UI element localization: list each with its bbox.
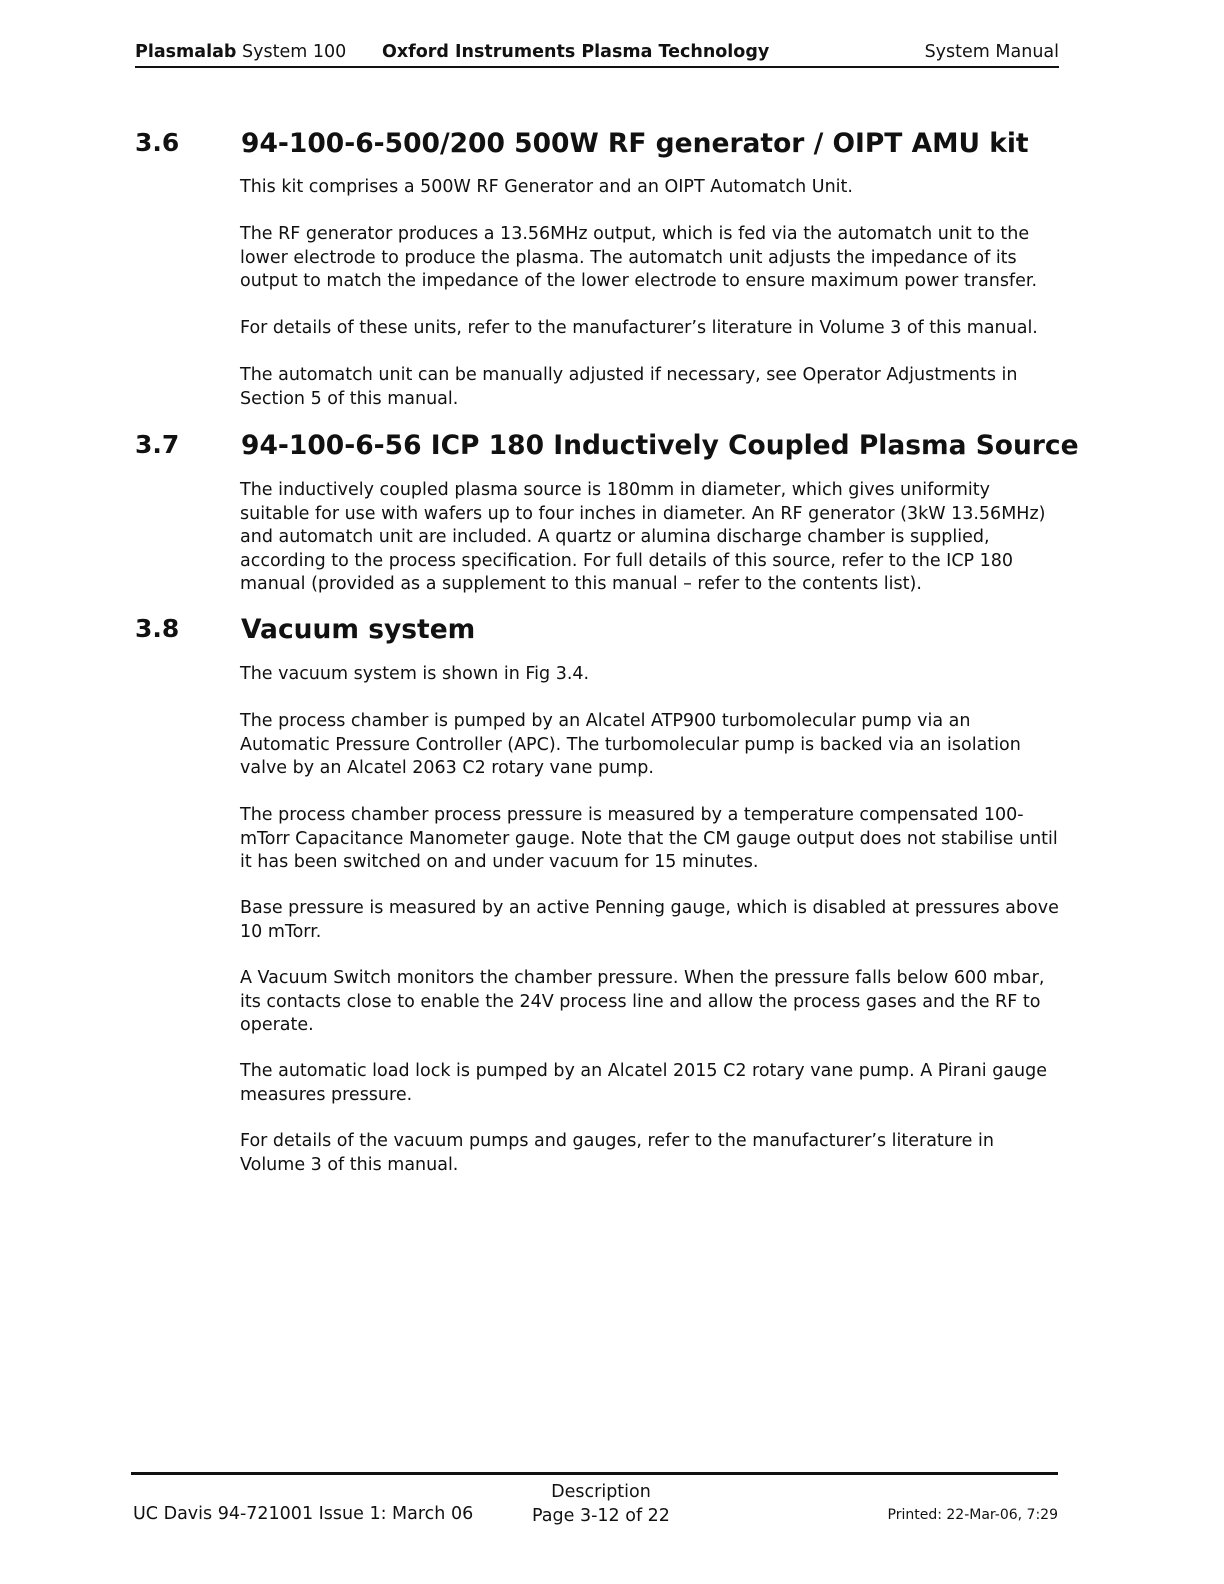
paragraph: The vacuum system is shown in Fig 3.4. — [240, 664, 590, 684]
footer-chapter: Description — [551, 1482, 651, 1502]
section-number: 3.7 — [135, 430, 180, 459]
paragraph: A Vacuum Switch monitors the chamber pressure. When the pressure falls below 600 mbar, its contacts close to enable the 24V process line and allow the process gases and the RF to operate. — [240, 968, 1045, 1035]
footer-center — [527, 1480, 675, 1528]
header-product-rest: System 100 — [236, 42, 347, 62]
paragraph: The automatch unit can be manually adjusted if necessary, see Operator Adjustments in Section 5 of this manual. — [240, 365, 1018, 409]
footer-doc-ref: UC Davis 94-721001 Issue 1: March 06 — [133, 1504, 474, 1524]
paragraph: The inductively coupled plasma source is 180mm in diameter, which gives uniformity suitable for use with wafers up to four inches in diameter. An RF generator (3kW 13.56MHz) and automatch unit are included. A quartz or alumina discharge chamber is supplied, according to the process specification. For full details of this source, refer to the ICP 180 manual (provided as a supplement to this manual – refer to the contents list). — [240, 480, 1046, 594]
header-doc-type: System Manual — [924, 42, 1059, 62]
paragraph: The process chamber process pressure is measured by a temperature compensated 100-mTorr Capacitance Manometer gauge. Note that the CM gauge output does not stabilise until it has been switched on and under vacuum for 15 minutes. — [240, 805, 1058, 872]
footer-page-number: Page 3-12 of 22 — [532, 1506, 670, 1526]
section-number: 3.8 — [135, 614, 180, 643]
section-title: 94-100-6-500/200 500W RF generator / OIPT AMU kit — [241, 128, 1029, 159]
section-number: 3.6 — [135, 128, 180, 157]
section-title: 94-100-6-56 ICP 180 Inductively Coupled Plasma Source — [241, 430, 1079, 461]
page-header — [135, 42, 1059, 68]
header-product-bold: Plasmalab — [135, 42, 237, 62]
paragraph: This kit comprises a 500W RF Generator and an OIPT Automatch Unit. — [240, 177, 853, 197]
paragraph: The automatic load lock is pumped by an Alcatel 2015 C2 rotary vane pump. A Pirani gauge measures pressure. — [240, 1061, 1048, 1105]
paragraph: For details of the vacuum pumps and gauges, refer to the manufacturer’s literature in Volume 3 of this manual. — [240, 1131, 994, 1175]
footer-rule — [131, 1472, 1058, 1475]
paragraph: Base pressure is measured by an active Penning gauge, which is disabled at pressures above 10 mTorr. — [240, 898, 1059, 942]
section-title: Vacuum system — [241, 614, 476, 645]
footer-printed: Printed: 22-Mar-06, 7:29 — [887, 1507, 1058, 1523]
paragraph: The process chamber is pumped by an Alcatel ATP900 turbomolecular pump via an Automatic Pressure Controller (APC). The turbomolecular pump is backed via an isolation valve by an Alcatel 2063 C2 rotary vane pump. — [240, 711, 1021, 778]
header-product — [135, 42, 346, 62]
paragraph: For details of these units, refer to the manufacturer’s literature in Volume 3 of this manual. — [240, 318, 1038, 338]
header-company: Oxford Instruments Plasma Technology — [382, 42, 770, 62]
paragraph: The RF generator produces a 13.56MHz output, which is fed via the automatch unit to the lower electrode to produce the plasma. The automatch unit adjusts the impedance of its output to match the impedance of the lower electrode to ensure maximum power transfer. — [240, 224, 1038, 291]
